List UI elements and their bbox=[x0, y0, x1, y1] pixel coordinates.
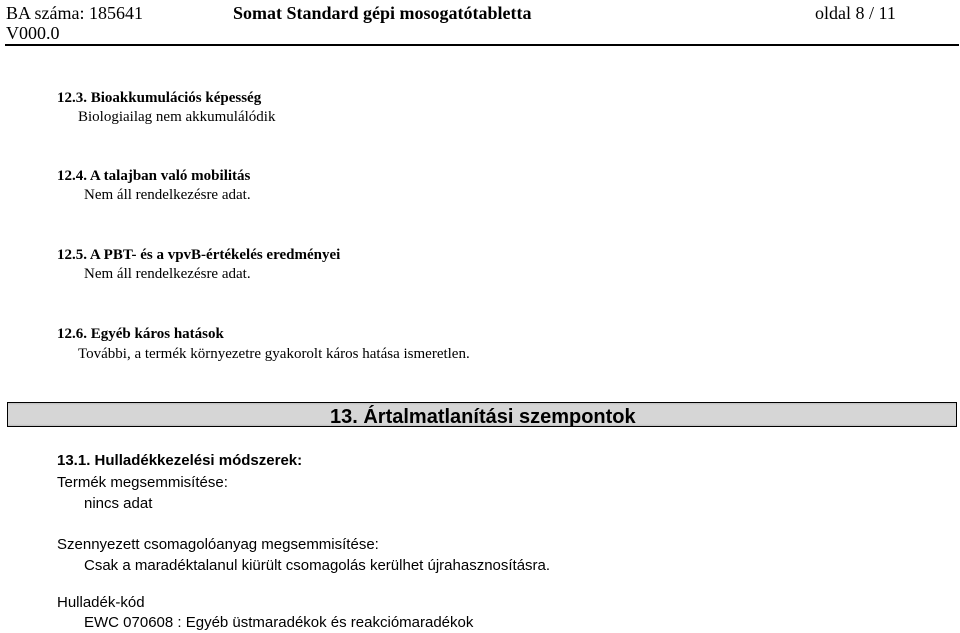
section-13-1-heading: 13.1. Hulladékkezelési módszerek: bbox=[57, 452, 303, 469]
packaging-disposal-label: Szennyezett csomagolóanyag megsemmisítése: bbox=[57, 536, 379, 553]
document-title: Somat Standard gépi mosogatótabletta bbox=[233, 3, 532, 23]
version-number: V000.0 bbox=[6, 23, 60, 43]
ba-number: BA száma: 185641 bbox=[6, 3, 143, 23]
section-13-title: 13. Ártalmatlanítási szempontok bbox=[330, 406, 636, 428]
section-12-4-text: Nem áll rendelkezésre adat. bbox=[84, 187, 251, 203]
packaging-disposal-value: Csak a maradéktalanul kiürült csomagolás kerülhet újrahasznosításra. bbox=[84, 557, 551, 574]
section-12-6-text: További, a termék környezetre gyakorolt káros hatása ismeretlen. bbox=[78, 346, 470, 362]
section-12-3-heading: 12.3. Bioakkumulációs képesség bbox=[57, 90, 262, 106]
section-12-4-heading: 12.4. A talajban való mobilitás bbox=[57, 168, 251, 184]
waste-code-value: EWC 070608 : Egyéb üstmaradékok és reakciómaradékok bbox=[84, 614, 474, 631]
product-disposal-label: Termék megsemmisítése: bbox=[57, 474, 228, 491]
section-12-5-heading: 12.5. A PBT- és a vpvB-értékelés eredményei bbox=[57, 247, 341, 263]
page-number: oldal 8 / 11 bbox=[815, 3, 896, 23]
header-divider bbox=[5, 44, 959, 46]
product-disposal-value: nincs adat bbox=[84, 495, 153, 512]
section-12-6-heading: 12.6. Egyéb káros hatások bbox=[57, 326, 224, 342]
waste-code-label: Hulladék-kód bbox=[57, 594, 145, 611]
section-12-3-text: Biologiailag nem akkumulálódik bbox=[78, 109, 276, 125]
section-12-5-text: Nem áll rendelkezésre adat. bbox=[84, 266, 251, 282]
